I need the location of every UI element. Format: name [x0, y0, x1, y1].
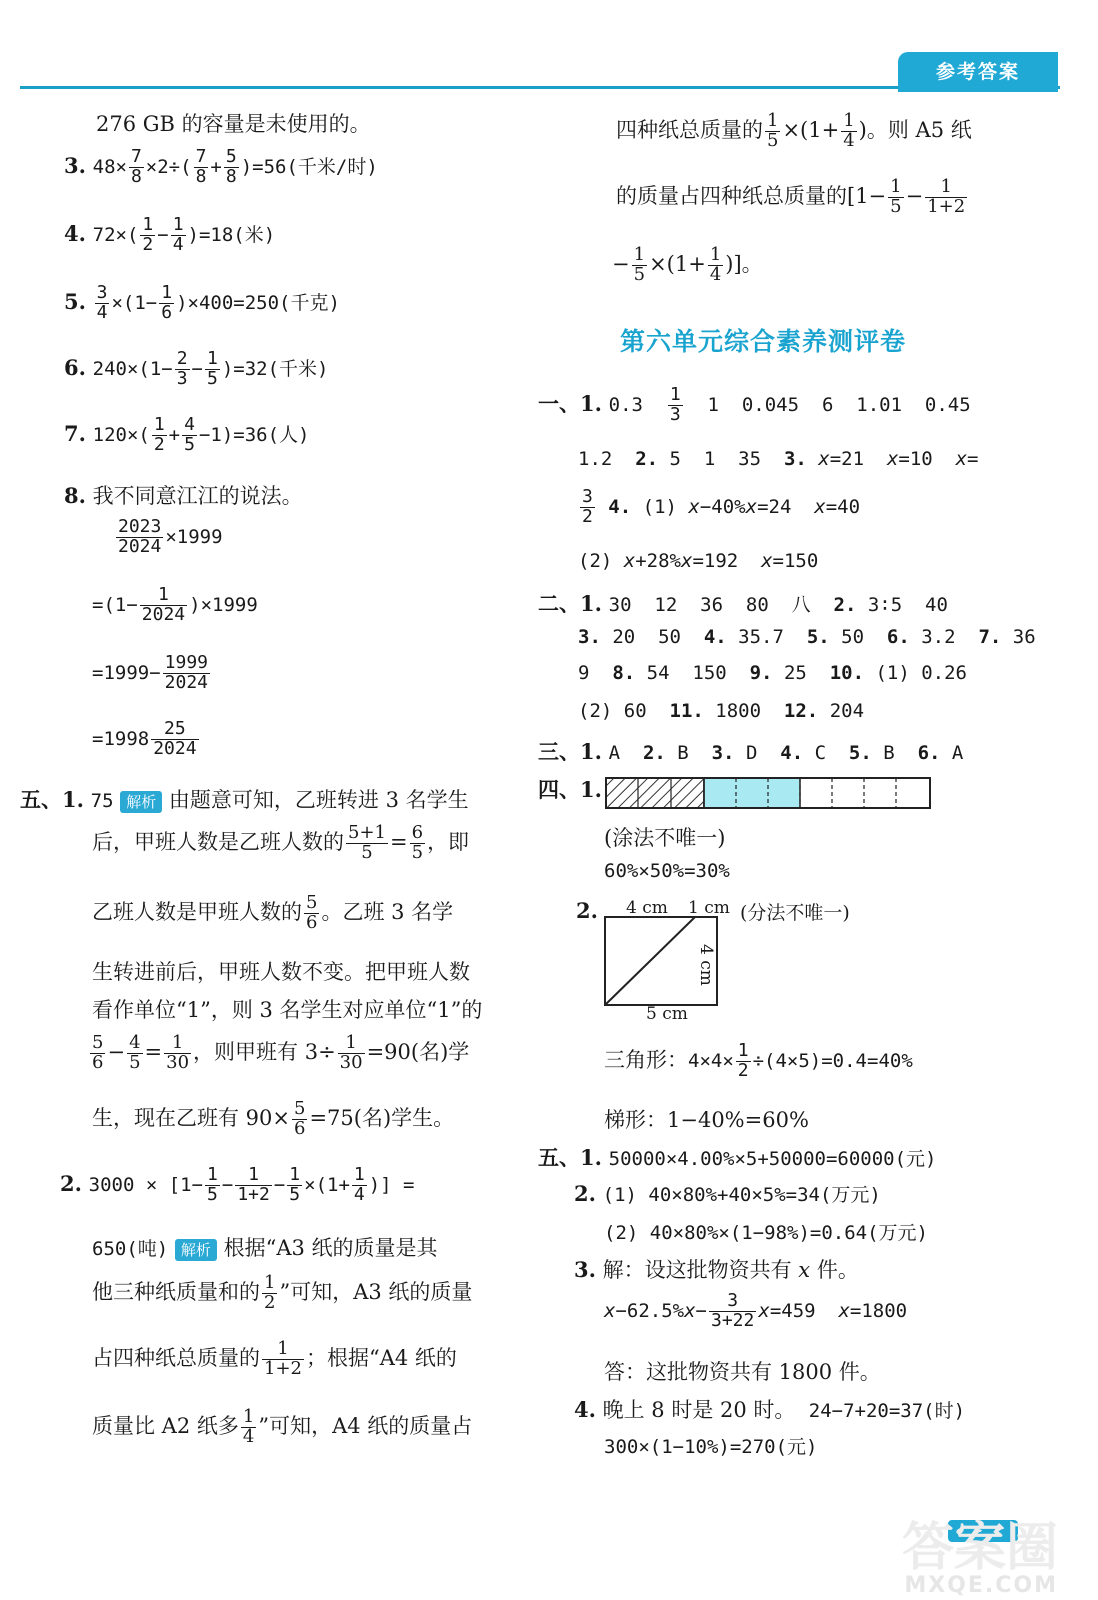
- dim-note: (分法不唯一): [740, 902, 850, 924]
- section-title: 第六单元综合素养测评卷: [620, 327, 907, 356]
- part4-note: (涂法不唯一): [604, 826, 726, 850]
- item-8-step1: $\frac{2023}{2024}$ ×1999: [118, 516, 223, 557]
- dim-4cm-side: 4 cm: [696, 944, 716, 986]
- item-7: 7. 120×( $\frac{1}{2}$ + $\frac{4}{5}$ −1)=36(人): [64, 414, 310, 455]
- part2-line4: (2) 60 11. 1800 12. 204: [578, 700, 865, 722]
- part5-3: 3. 解：设这批物资共有 x 件。: [574, 1257, 859, 1282]
- item-6: 6. 240×(1− $\frac{2}{3}$ − $\frac{1}{5}$ )=32(千米): [64, 348, 329, 389]
- part4-q2: 2.: [576, 898, 598, 923]
- dim-5cm: 5 cm: [646, 1004, 688, 1024]
- item-4: 4. 72×( $\frac{1}{2}$ − $\frac{1}{4}$ )=18(米): [64, 214, 276, 255]
- part4-calc: 60%×50%=30%: [604, 860, 730, 882]
- part4-label: 四、1.: [538, 777, 602, 802]
- item-8-step2: =(1− $\frac{1}{2024}$ )×1999: [92, 584, 258, 625]
- part2-line2: 3. 20 50 4. 35.7 5. 50 6. 3.2 7. 36: [578, 626, 1036, 648]
- part5-2b: (2) 40×80%×(1−98%)=0.64(万元): [604, 1222, 928, 1244]
- dim-1cm: 1 cm: [688, 898, 730, 918]
- sec5-item2: 2. 3000 × [1− $\frac{1}{5}$ − $\frac{1}{1+2}$ − $\frac{1}{5}$ ×(1+ $\frac{1}{4}$ )] =: [60, 1164, 415, 1205]
- watermark-logo: 答案圈: [901, 1518, 1058, 1578]
- triangle-calc: 三角形：4×4× $\frac{1}{2}$ ÷(4×5)=0.4=40%: [604, 1040, 913, 1081]
- part5-3-eq: x−62.5%x− $\frac{3}{3+22}$ x=459 x=1800: [604, 1290, 908, 1331]
- sec5-1-line6: $\frac{5}{6}$ − $\frac{4}{5}$ = $\frac{1}{30}$ ，则甲班有 3÷ $\frac{1}{30}$ =90(名)学: [92, 1032, 470, 1073]
- sec5-2-line2: 650(吨) 解析 根据“A3 纸的质量是其: [92, 1236, 438, 1260]
- item-5: 5. $\frac{3}{4}$ ×(1− $\frac{1}{6}$ )×400=250(千克): [64, 282, 340, 323]
- dim-4cm-top: 4 cm: [626, 898, 668, 918]
- part5-3-ans: 答：这批物资共有 1800 件。: [604, 1360, 881, 1384]
- right-line1: 四种纸总质量的 $\frac{1}{5}$ ×(1+ $\frac{1}{4}$ )。则 A5 纸: [616, 110, 972, 151]
- sec5-1-line5: 看作单位“1”，则 3 名学生对应单位“1”的: [92, 998, 483, 1022]
- analysis-badge-2: 解析: [175, 1239, 217, 1261]
- part2-line3: 9 8. 54 150 9. 25 10. (1) 0.26: [578, 662, 967, 684]
- shading-bar: [604, 776, 934, 810]
- trapezoid-calc: 梯形：1−40%=60%: [604, 1108, 809, 1132]
- right-line2: 的质量占四种纸总质量的[1− $\frac{1}{5}$ − $\frac{1}{1+2}$: [616, 176, 966, 217]
- part2-line1: 二、1. 30 12 36 80 八 2. 3∶5 40: [538, 591, 948, 616]
- part5-2a: 2. (1) 40×80%+40×5%=34(万元): [574, 1181, 881, 1206]
- sec5-item1: 五、1. 75 解析 由题意可知，乙班转进 3 名学生: [20, 787, 469, 812]
- part3: 三、1. A 2. B 3. D 4. C 5. B 6. A: [538, 739, 964, 764]
- line-276gb: 276 GB 的容量是未使用的。: [96, 112, 371, 136]
- part5-1: 五、1. 50000×4.00%×5+50000=60000(元): [538, 1145, 937, 1170]
- right-line3: − $\frac{1}{5}$ ×(1+ $\frac{1}{4}$ )]。: [612, 244, 763, 285]
- item-8-step4: =1998 $\frac{25}{2024}$: [92, 718, 197, 759]
- sec5-2-line5: 质量比 A2 纸多 $\frac{1}{4}$ ”可知，A4 纸的质量占: [92, 1406, 473, 1447]
- sec5-1-line3: 乙班人数是甲班人数的 $\frac{5}{6}$ 。乙班 3 名学: [92, 892, 454, 933]
- item-8: 8. 我不同意江江的说法。: [64, 483, 303, 508]
- sec5-1-line2: 后，甲班人数是乙班人数的 $\frac{5+1}{5}$ = $\frac{6}{5}$ ，即: [92, 822, 470, 863]
- sec5-2-line4: 占四种纸总质量的 $\frac{1}{1+2}$ ；根据“A4 纸的: [92, 1338, 457, 1379]
- item-3: 3. 48× $\frac{7}{8}$ ×2÷( $\frac{7}{8}$ + $\frac{5}{8}$ )=56(千米/时): [64, 146, 378, 187]
- sec5-2-line3: 他三种纸质量和的 $\frac{1}{2}$ ”可知，A3 纸的质量: [92, 1272, 473, 1313]
- sec5-1-line7: 生，现在乙班有 90× $\frac{5}{6}$ =75(名)学生。: [92, 1098, 455, 1139]
- sec5-1-line4: 生转进前后，甲班人数不变。把甲班人数: [92, 960, 470, 984]
- part1-line3: $\frac{3}{2}$ 4. (1) x−40%x=24 x=40: [582, 486, 861, 527]
- part1-line4: (2) x+28%x=192 x=150: [578, 550, 819, 572]
- watermark-url: MXQE.COM: [904, 1573, 1058, 1598]
- analysis-badge: 解析: [120, 791, 162, 813]
- answer-tag: 参考答案: [898, 52, 1058, 92]
- part5-4: 4. 晚上 8 时是 20 时。 24−7+20=37(时): [574, 1397, 966, 1422]
- item-8-step3: =1999− $\frac{1999}{2024}$: [92, 652, 208, 693]
- part1-line1: 一、1. 0.3 $\frac{1}{3}$ 1 0.045 6 1.01 0.45: [538, 384, 971, 425]
- part5-4b: 300×(1−10%)=270(元): [604, 1436, 818, 1458]
- part1-line2: 1.2 2. 5 1 35 3. x=21 x=10 x=: [578, 448, 979, 470]
